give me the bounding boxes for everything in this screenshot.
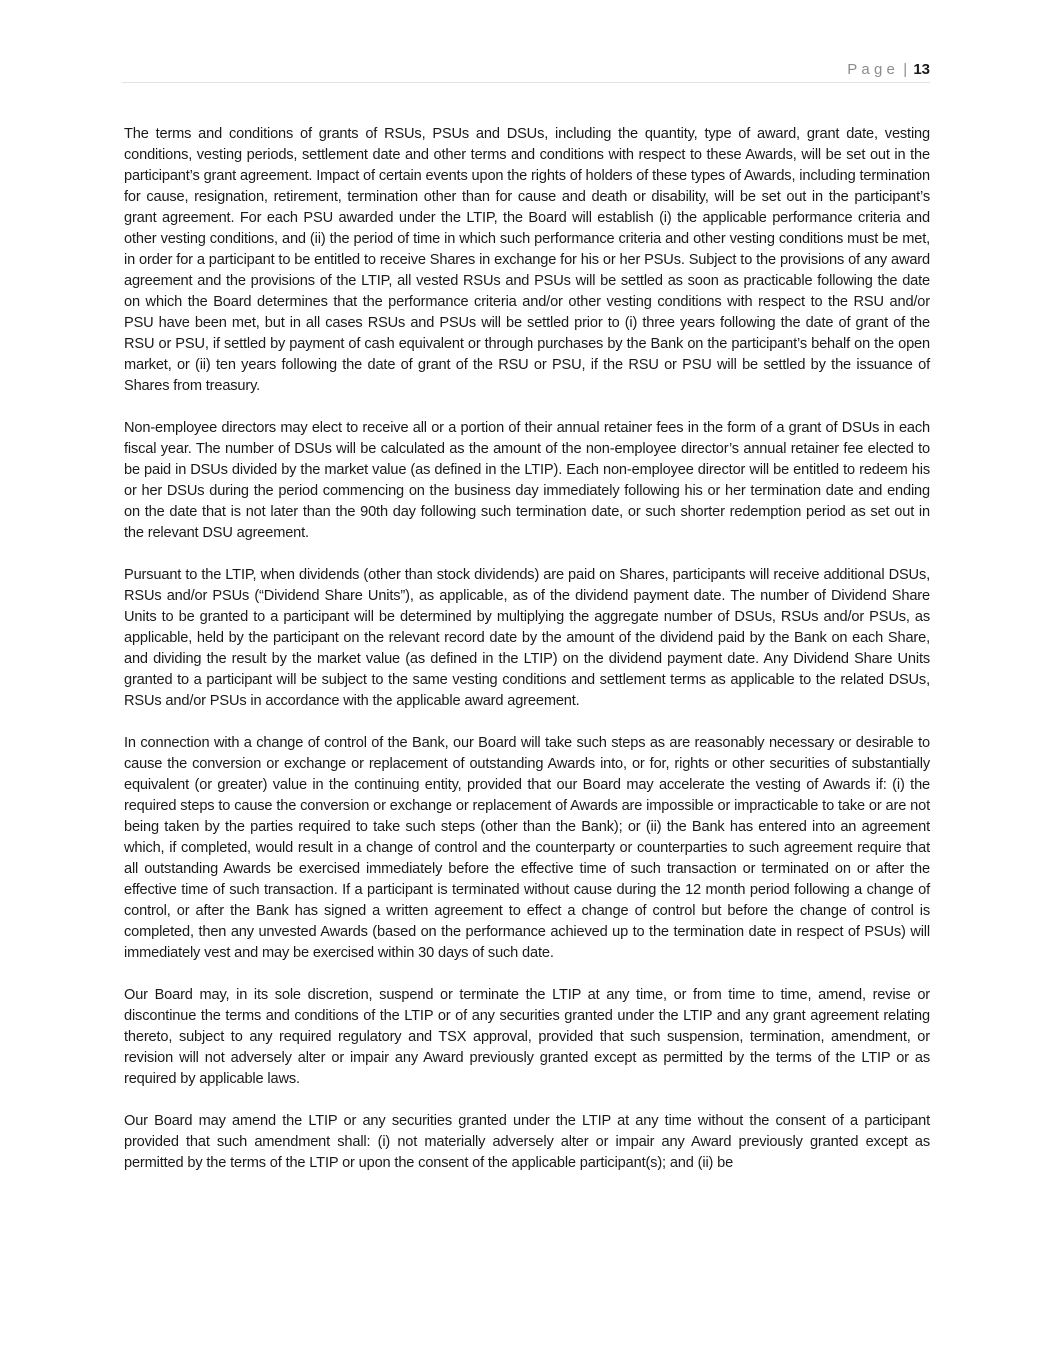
page-separator: | [903, 61, 908, 78]
document-body [124, 124, 930, 1195]
paragraph-change-of-control: In connection with a change of control of the Bank, our Board will take such steps as are reasonably necessary or desirable to cause the conversion or exchange or replacement of outstanding Awards into, or for, rights or other securities of substantially equivalent (or greater) value in the continuing entity, provided that our Board may accelerate the vesting of Awards if: (i) the required steps to cause the conversion or exchange or replacement of Awards are impossible or impracticable to take or are not being taken by the parties required to take such steps (other than the Bank); or (ii) the Bank has entered into an agreement which, if completed, would result in a change of control and the counterparty or counterparties to such agreement require that all outstanding Awards be exercised immediately before the effective time of such transaction or terminated on or after the effective time of such transaction. If a participant is terminated without cause during the 12 month period following a change of control, or after the Bank has signed a written agreement to effect a change of control but before the change of control is completed, then any unvested Awards (based on the performance achieved up to the termination date in respect of PSUs) will immediately vest and may be exercised within 30 days of such date. [124, 735, 930, 961]
page-number: 13 [913, 61, 930, 78]
paragraph-suspend-terminate: Our Board may, in its sole discretion, suspend or terminate the LTIP at any time, or from time to time, amend, revise or discontinue the terms and conditions of the LTIP or of any securities granted under the LTIP and any grant agreement relating thereto, subject to any required regulatory and TSX approval, provided that such suspension, termination, amendment, or revision will not adversely alter or impair any Award previously granted except as permitted by the terms of the LTIP or as required by applicable laws. [124, 987, 930, 1087]
page-word: Page [847, 61, 900, 78]
page-header [122, 60, 930, 83]
paragraph-director-dsus: Non-employee directors may elect to receive all or a portion of their annual retainer fees in the form of a grant of DSUs in each fiscal year. The number of DSUs will be calculated as the amount of the non-employee director’s annual retainer fee elected to be paid in DSUs divided by the market value (as defined in the LTIP). Each non-employee director will be entitled to redeem his or her DSUs during the period commencing on the business day immediately following his or her termination date and ending on the date that is not later than the 90th day following such termination date, or such shorter redemption period as set out in the relevant DSU agreement. [124, 420, 930, 541]
page-number-label [847, 60, 930, 80]
paragraph-dividend-share-units: Pursuant to the LTIP, when dividends (other than stock dividends) are paid on Shares, participants will receive additional DSUs, RSUs and/or PSUs (“Dividend Share Units”), as applicable, as of the dividend payment date. The number of Dividend Share Units to be granted to a participant will be determined by multiplying the aggregate number of DSUs, RSUs and/or PSUs, as applicable, held by the participant on the relevant record date by the amount of the dividend paid by the Bank on each Share, and dividing the result by the market value (as defined in the LTIP) on the dividend payment date. Any Dividend Share Units granted to a participant will be subject to the same vesting conditions and settlement terms as applicable to the related DSUs, RSUs and/or PSUs in accordance with the applicable award agreement. [124, 567, 930, 709]
paragraph-amendment: Our Board may amend the LTIP or any securities granted under the LTIP at any time without the consent of a participant provided that such amendment shall: (i) not materially adversely alter or impair any Award previously granted except as permitted by the terms of the LTIP or upon the consent of the applicable participant(s); and (ii) be [124, 1113, 930, 1171]
paragraph-award-terms: The terms and conditions of grants of RSUs, PSUs and DSUs, including the quantity, type of award, grant date, vesting conditions, vesting periods, settlement date and other terms and conditions with respect to these Awards, will be set out in the participant’s grant agreement. Impact of certain events upon the rights of holders of these types of Awards, including termination for cause, resignation, retirement, termination other than for cause and death or disability, will be set out in the participant’s grant agreement. For each PSU awarded under the LTIP, the Board will establish (i) the applicable performance criteria and other vesting conditions, and (ii) the period of time in which such performance criteria and other vesting conditions must be met, in order for a participant to be entitled to receive Shares in exchange for his or her PSUs. Subject to the provisions of any award agreement and the provisions of the LTIP, all vested RSUs and PSUs will be settled as soon as practicable following the date on which the Board determines that the performance criteria and/or other vesting conditions with respect to the RSU and/or PSU have been met, but in all cases RSUs and PSUs will be settled prior to (i) three years following the date of grant of the RSU or PSU, if settled by payment of cash equivalent or through purchases by the Bank on the participant’s behalf on the open market, or (ii) ten years following the date of grant of the RSU or PSU, if the RSU or PSU will be settled by the issuance of Shares from treasury. [124, 126, 930, 394]
